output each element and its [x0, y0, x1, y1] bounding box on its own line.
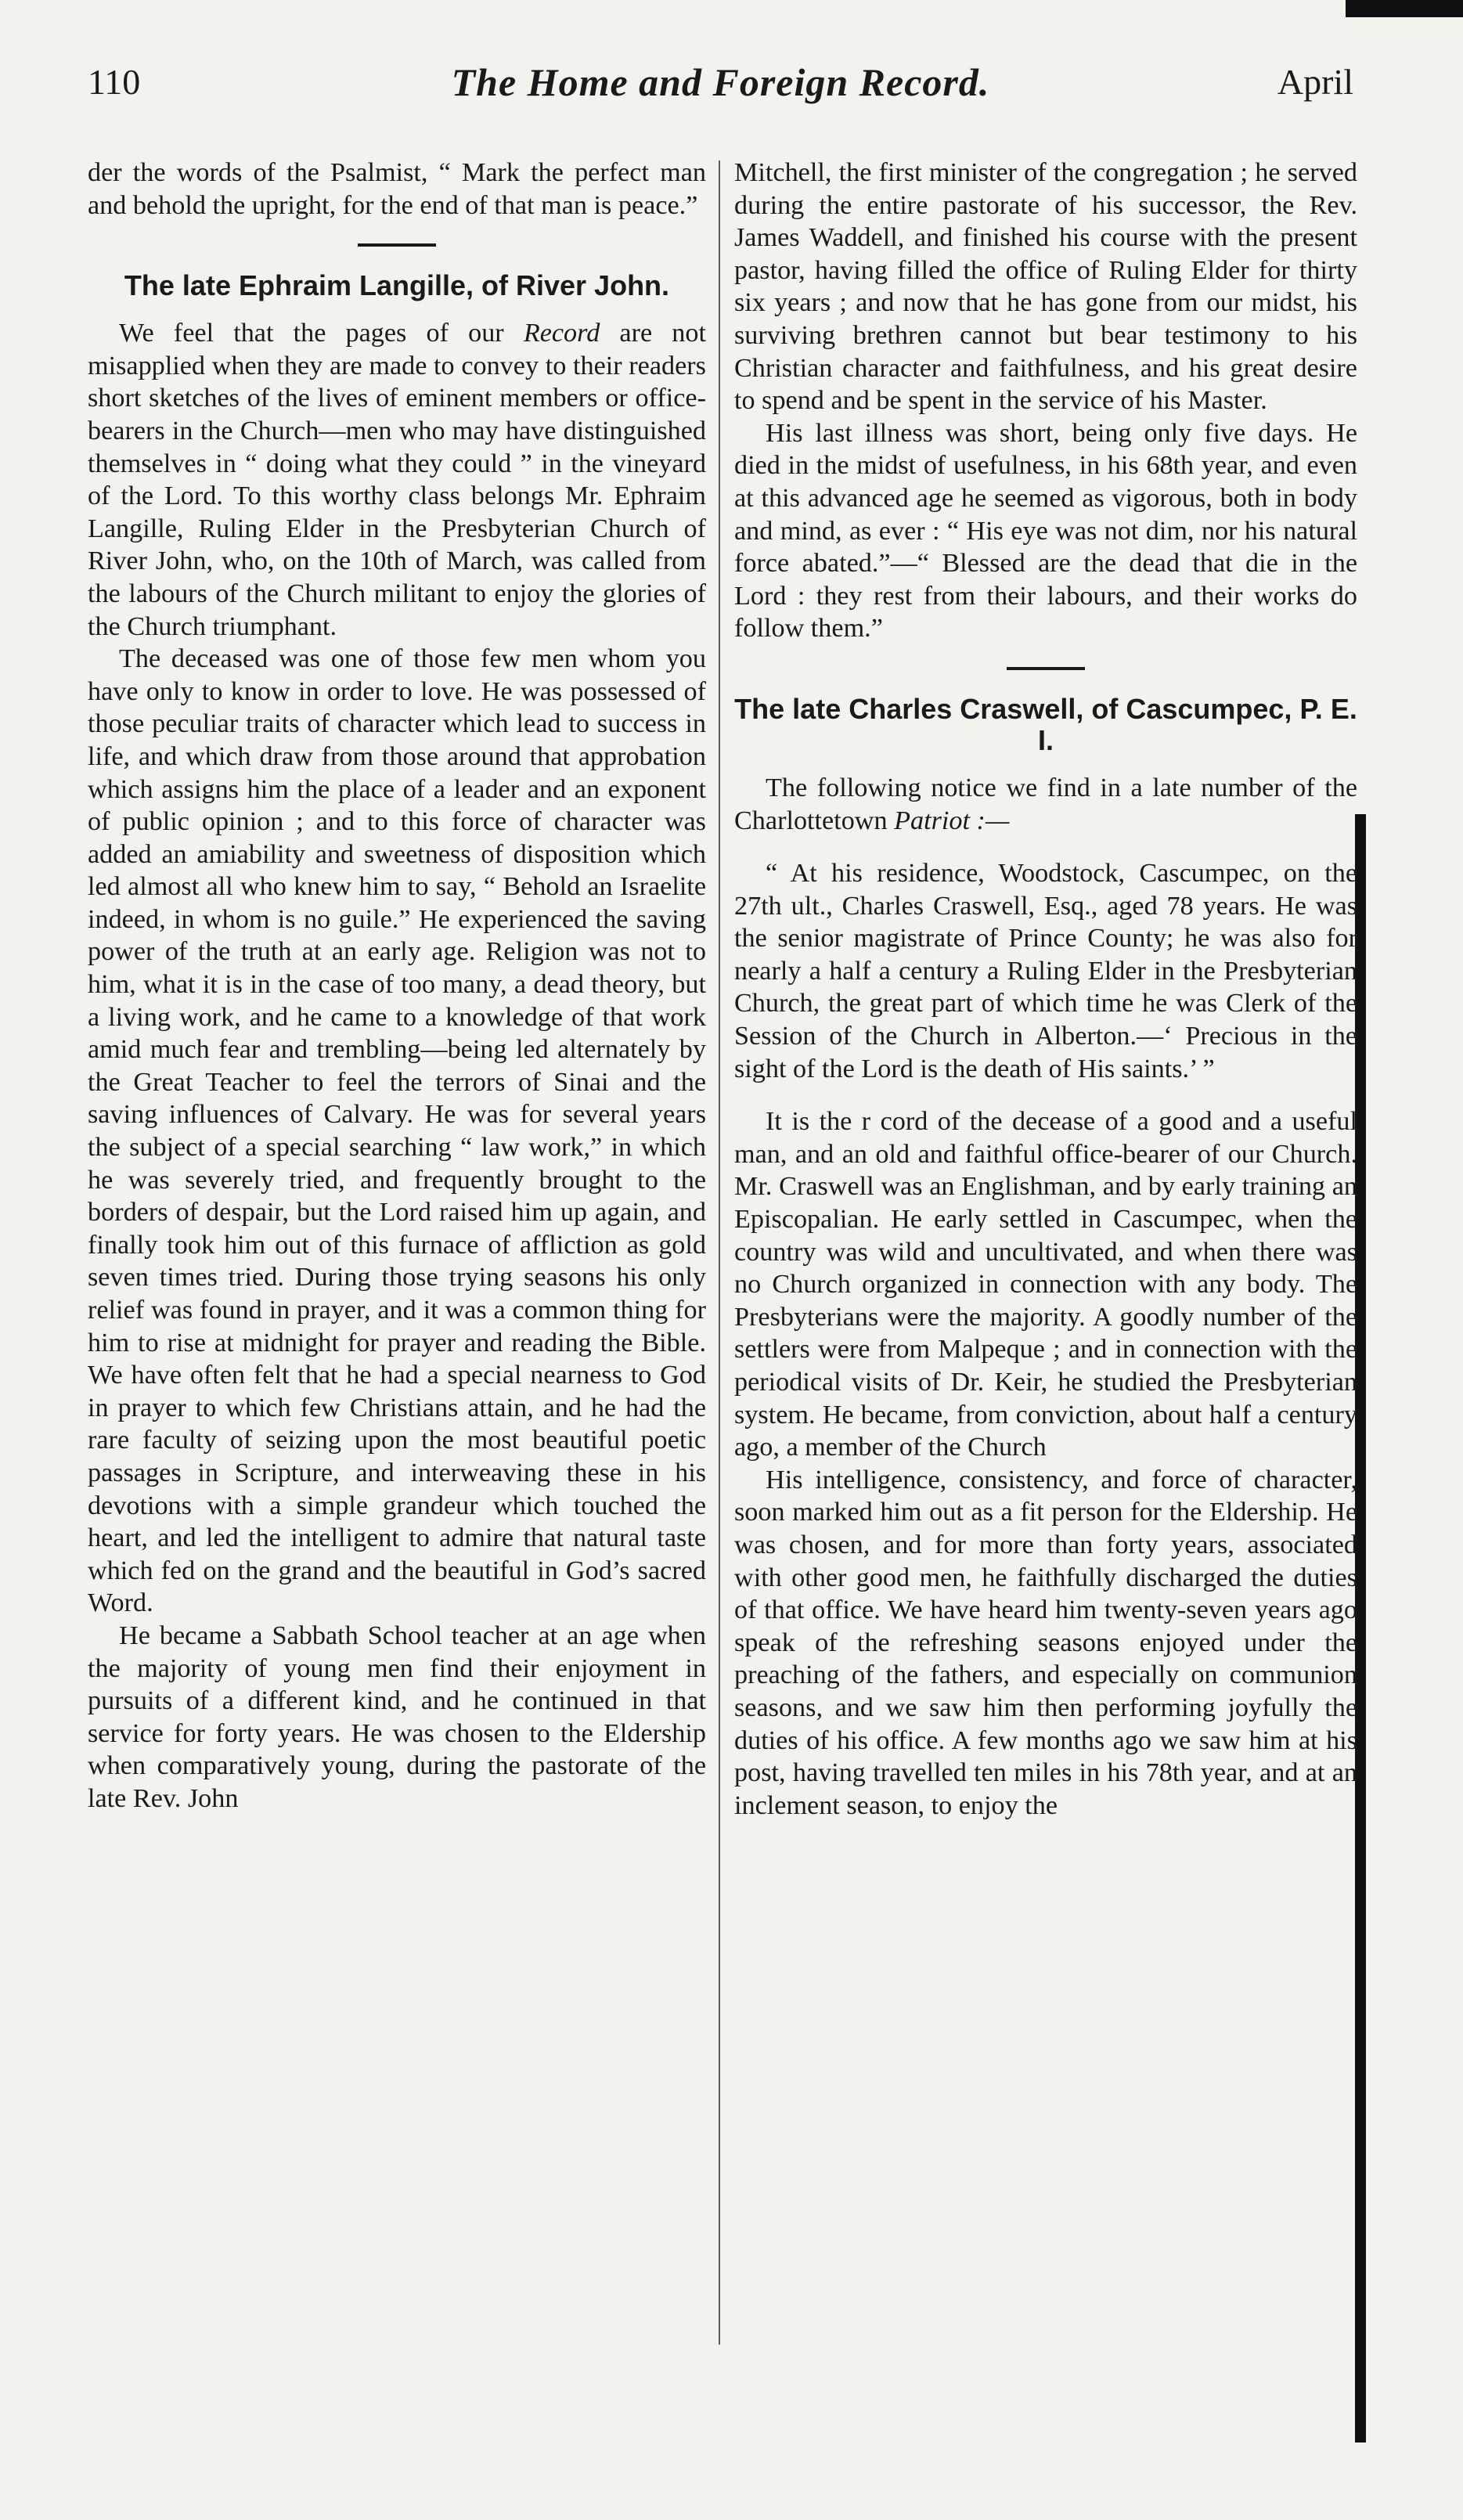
page-number: 110: [88, 62, 141, 102]
issue-month: April: [1277, 62, 1353, 102]
publication-title: The Home and Foreign Record.: [451, 60, 990, 104]
langille-paragraph-2: The deceased was one of those few men whom you have only to know in order to love. He was possessed of those peculiar traits of character which lead to success in life, and which draw from those around that approbation which assigns him the place of a leader and an exponent of public opinion ; and to this force of character was added an amiability and sweetness of disposition which led almost all who knew him to say, “ Behold an Israelite indeed, in whom is no guile.” He experienced the saving power of the truth at an early age. Religion was not to him, what it is in the case of too many, a dead theory, but a living work, and he came to a knowledge of that work amid much fear and trembling—being led alternately by the Great Teacher to feel the terrors of Sinai and the saving influences of Calvary. He was for several years the subject of a special searching “ law work,” in which he was severely tried, and frequently brought to the borders of despair, but the Lord raised him up again, and finally took him out of this furnace of affliction as gold seven times tried. During those trying seasons his only relief was found in prayer, and it was a common thing for him to rise at midnight for prayer and reading the Bible. We have often felt that he had a special nearness to God in prayer to which few Christians attain, and he had the rare faculty of seizing upon the most beautiful poetic passages in Scripture, and interweaving these in his devotions with a simple grandeur which touched the heart, and led the intelligent to admire that natural taste which fed on the grand and the beautiful in God’s sacred Word.: [88, 644, 706, 1618]
record-italic: Record: [523, 319, 600, 348]
left-column: [88, 157, 706, 2474]
column-divider: [719, 160, 720, 2345]
section-rule: [358, 243, 436, 247]
craswell-quote: “ At his residence, Woodstock, Cascumpec, on the 27th ult., Charles Craswell, Esq., aged 78 years. He was the senior magistrate of Prince County; he was also for nearly a half a century a Ruling Elder in the Presbyterian Church, the great part of which time he was Clerk of the Session of the Church in Alberton.—‘ Precious in the sight of the Lord is the death of His saints.’ ”: [734, 859, 1357, 1083]
continued-paragraph: der the words of the Psalmist, “ Mark the perfect man and behold the upright, for the end of that man is peace.”: [88, 158, 706, 220]
page-edge-shadow-top: [1346, 0, 1463, 17]
paragraph-gap: [734, 1085, 1357, 1105]
paragraph-gap: [734, 837, 1357, 857]
article-heading-craswell: The late Charles Craswell, of Cascumpec, P. E. I.: [734, 692, 1357, 756]
article-heading-langille: The late Ephraim Langille, of River John.: [124, 269, 670, 302]
running-header: [88, 61, 1353, 124]
langille-p1-rest: are not misapplied when they are made to convey to their readers short sketches of the lives of eminent members or office-bearers in the Church—men who may have distinguished themselves in “ doing what they could ” in the vineyard of the Lord. To this worthy class belongs Mr. Ephraim Langille, Ruling Elder in the Presbyterian Church of River John, who, on the 10th of March, was called from the labours of the Church militant to enjoy the glories of the Church triumphant.: [88, 319, 706, 641]
langille-illness-paragraph: His last illness was short, being only five days. He died in the midst of usefulness, in his 68th year, and even at this advanced age he seemed as vigorous, both in body and mind, as ever : “ His eye was not dim, nor his natural force abated.”—“ Blessed are the dead that die in the Lord : they rest from their labours, and their works do follow them.”: [734, 418, 1357, 644]
langille-p1-start: We feel that the pages of our: [119, 319, 524, 348]
craswell-paragraph-1: It is the r cord of the decease of a good and a useful man, and an old and faithful office-bearer of our Church. Mr. Craswell was an Englishman, and by early training an Episcopalian. He early settled in Cascumpec, when the country was wild and uncultivated, and when there was no Church organized in connection with any body. The Presbyterians were the majority. A goodly number of the settlers were from Malpeque ; and in connection with the periodical visits of Dr. Keir, he studied the Presbyterian system. He became, from conviction, about half a century ago, a member of the Church: [734, 1107, 1357, 1462]
craswell-intro-text: The following notice we find in a late number of the Charlottetown: [734, 773, 1357, 835]
langille-continued-paragraph: Mitchell, the first minister of the congregation ; he served during the entire pastorate of his successor, the Rev. James Waddell, and finished his course with the present pastor, having filled the office of Ruling Elder for thirty six years ; and now that he has gone from our midst, his surviving brethren cannot but bear testimony to his Christian character and faithfulness, and his great desire to spend and be spent in the service of his Master.: [734, 158, 1357, 416]
langille-paragraph-3: He became a Sabbath School teacher at an age when the majority of young men find their enjoyment in pursuits of a different kind, and he continued in that service for forty years. He was chosen to the Eldership when comparatively young, during the pastorate of the late Rev. John: [88, 1621, 706, 1813]
craswell-intro: [734, 772, 1357, 837]
craswell-paragraph-2: His intelligence, consistency, and force of character, soon marked him out as a fit person for the Eldership. He was chosen, and for more than forty years, associated with other good men, he faithfully discharged the duties of that office. We have heard him twenty-seven years ago speak of the refreshing seasons enjoyed under the preaching of the fathers, and especially on communion seasons, and we saw him then performing joyfully the duties of his office. A few months ago we saw him at his post, having travelled ten miles in his 78th year, and at an inclement season, to enjoy the: [734, 1465, 1357, 1820]
right-column: [734, 157, 1357, 2474]
langille-paragraph-1: [88, 317, 706, 643]
section-rule: [1007, 667, 1085, 670]
patriot-italic: Patriot :—: [894, 806, 1010, 835]
